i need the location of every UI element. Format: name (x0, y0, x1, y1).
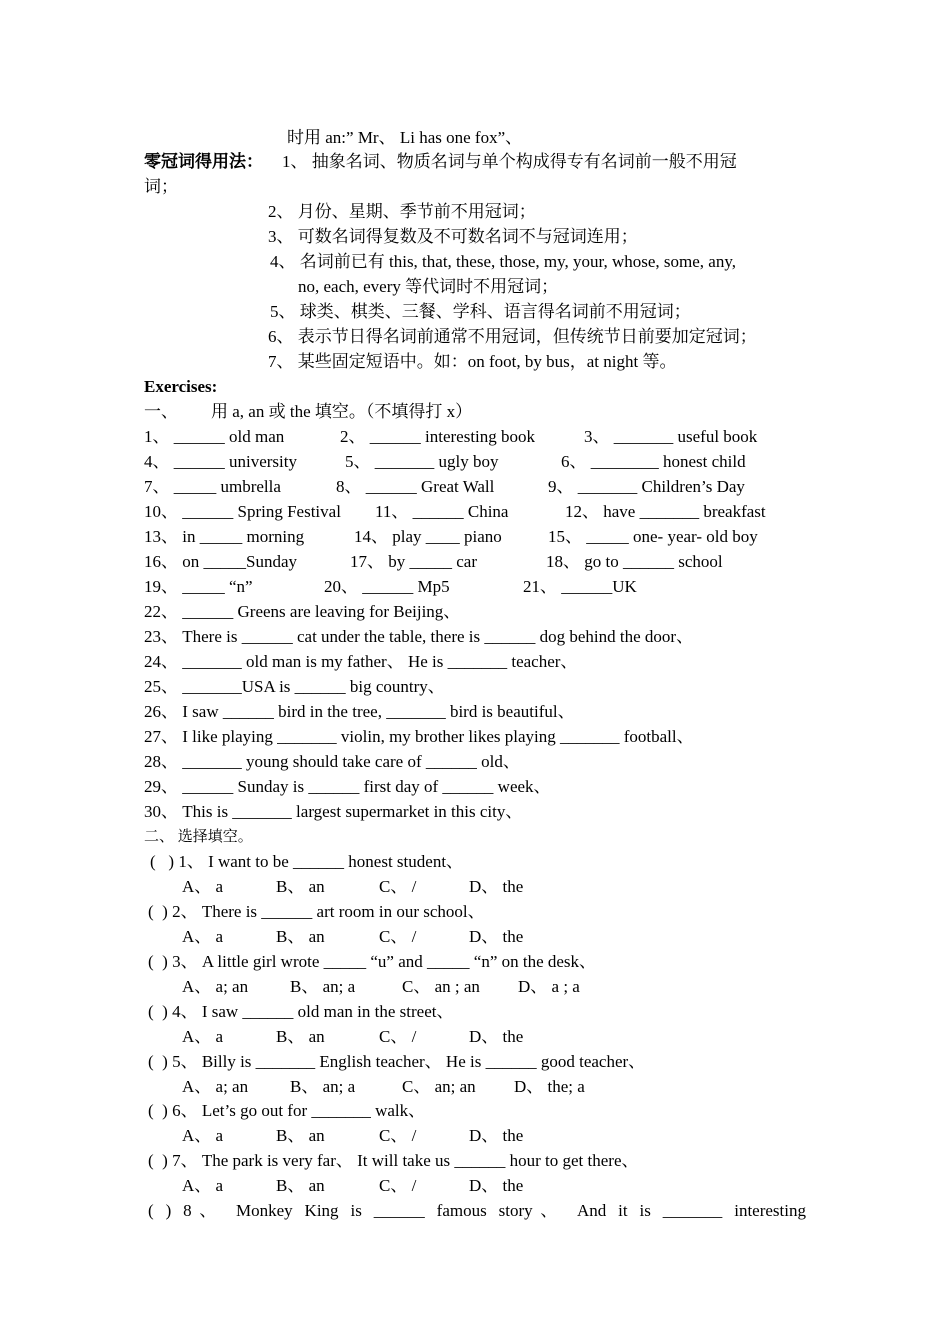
grid-item: 19、 _____ “n” (144, 577, 253, 596)
question-5: ( ) 5、 Billy is _______ English teacher、 He is ______ good teacher、 (148, 1052, 646, 1071)
exercise-line: 23、 There is ______ cat under the table, there is ______ dog behind the door、 (144, 627, 694, 646)
grid-item: 15、 _____ one- year- old boy (548, 527, 758, 546)
option-c: C、 an ; an (402, 977, 480, 996)
option-b: B、 an; a (290, 1077, 356, 1096)
grid-item: 5、 _______ ugly boy (345, 452, 499, 471)
exercise-line: 28、 _______ young should take care of ______ old、 (144, 752, 520, 771)
rule-1a: 1、 抽象名词、物质名词与单个构成得专有名词前一般不用冠 (282, 152, 737, 171)
option-d: D、 the (469, 1126, 524, 1145)
rule-2: 2、 月份、星期、季节前不用冠词； (268, 202, 536, 221)
exercise-line: 26、 I saw ______ bird in the tree, _______ bird is beautiful、 (144, 702, 575, 721)
option-d: D、 the; a (514, 1077, 585, 1096)
zero-article-heading: 零冠词得用法： (144, 152, 263, 171)
option-c: C、 an; an (402, 1077, 476, 1096)
section-2-title: 二、 选择填空。 (144, 829, 253, 845)
rule-4b: no, each, every 等代词时不用冠词； (298, 277, 559, 296)
option-b: B、 an (276, 877, 325, 896)
grid-item: 4、 ______ university (144, 452, 297, 471)
rule-3: 3、 可数名词得复数及不可数名词不与冠词连用； (268, 227, 638, 246)
option-d: D、 a ; a (518, 977, 580, 996)
grid-item: 1、 ______ old man (144, 427, 285, 446)
option-d: D、 the (469, 1176, 524, 1195)
rule-4a: 4、 名词前已有 this, that, these, those, my, your, whose, some, any, (270, 252, 736, 271)
grid-item: 21、 ______UK (523, 577, 637, 596)
exercise-line: 25、 _______USA is ______ big country、 (144, 677, 445, 696)
option-c: C、 / (379, 927, 417, 946)
grid-item: 14、 play ____ piano (354, 527, 502, 546)
option-d: D、 the (469, 1027, 524, 1046)
grid-item: 12、 have _______ breakfast (565, 502, 766, 521)
grid-item: 2、 ______ interesting book (340, 427, 536, 446)
exercise-line: 24、 _______ old man is my father、 He is _______ teacher、 (144, 652, 578, 671)
rule-5: 5、 球类、棋类、三餐、学科、语言得名词前不用冠词； (270, 302, 691, 321)
exercise-line: 29、 ______ Sunday is ______ first day of ______ week、 (144, 777, 551, 796)
grid-item: 8、 ______ Great Wall (336, 477, 495, 496)
grid-item: 13、 in _____ morning (144, 527, 305, 546)
grid-item: 9、 _______ Children’s Day (548, 477, 745, 496)
option-c: C、 / (379, 1176, 417, 1195)
option-a: A、 a (182, 1126, 224, 1145)
option-c: C、 / (379, 1027, 417, 1046)
top-line: 时用 an:” Mr、 Li has one fox”、 (287, 128, 523, 147)
option-a: A、 a; an (182, 1077, 249, 1096)
option-a: A、 a (182, 877, 224, 896)
grid-item: 10、 ______ Spring Festival (144, 502, 341, 521)
exercise-line: 22、 ______ Greens are leaving for Beijing、 (144, 602, 461, 621)
question-1: ( ) 1、 I want to be ______ honest student、 (150, 852, 464, 871)
section-1-number: 一、 (144, 402, 178, 421)
exercise-line: 30、 This is _______ largest supermarket in this city、 (144, 802, 523, 821)
option-c: C、 / (379, 877, 417, 896)
option-a: A、 a (182, 1027, 224, 1046)
option-b: B、 an (276, 1176, 325, 1195)
grid-item: 7、 _____ umbrella (144, 477, 281, 496)
rule-6: 6、 表示节日得名词前通常不用冠词，但传统节日前要加定冠词； (268, 327, 757, 346)
option-d: D、 the (469, 927, 524, 946)
grid-item: 6、 ________ honest child (561, 452, 746, 471)
question-2: ( ) 2、 There is ______ art room in our school、 (148, 902, 485, 921)
option-b: B、 an (276, 1027, 325, 1046)
grid-item: 17、 by _____ car (350, 552, 478, 571)
option-b: B、 an; a (290, 977, 356, 996)
question-4: ( ) 4、 I saw ______ old man in the street、 (148, 1002, 454, 1021)
grid-item: 3、 _______ useful book (584, 427, 758, 446)
grid-item: 16、 on _____Sunday (144, 552, 297, 571)
question-6: ( ) 6、 Let’s go out for _______ walk、 (148, 1101, 426, 1120)
question-7: ( ) 7、 The park is very far、 It will take us ______ hour to get there、 (148, 1151, 639, 1170)
option-b: B、 an (276, 927, 325, 946)
option-c: C、 / (379, 1126, 417, 1145)
rule-1b: 词； (144, 177, 178, 196)
option-d: D、 the (469, 877, 524, 896)
option-b: B、 an (276, 1126, 325, 1145)
option-a: A、 a; an (182, 977, 249, 996)
option-a: A、 a (182, 927, 224, 946)
question-8: ( ) 8、 Monkey King is ______ famous story、 And it is _______ interesting (148, 1201, 806, 1220)
grid-item: 18、 go to ______ school (546, 552, 723, 571)
exercise-line: 27、 I like playing _______ violin, my brother likes playing _______ football、 (144, 727, 694, 746)
option-a: A、 a (182, 1176, 224, 1195)
question-3: ( ) 3、 A little girl wrote _____ “u” and _____ “n” on the desk、 (148, 952, 597, 971)
grid-item: 20、 ______ Mp5 (324, 577, 450, 596)
exercises-title: Exercises: (144, 377, 218, 396)
rule-7: 7、 某些固定短语中。如：on foot, by bus，at night 等。 (268, 352, 677, 371)
section-1-title: 用 a, an 或 the 填空。（不填得打 x） (211, 402, 473, 421)
grid-item: 11、 ______ China (375, 502, 509, 521)
